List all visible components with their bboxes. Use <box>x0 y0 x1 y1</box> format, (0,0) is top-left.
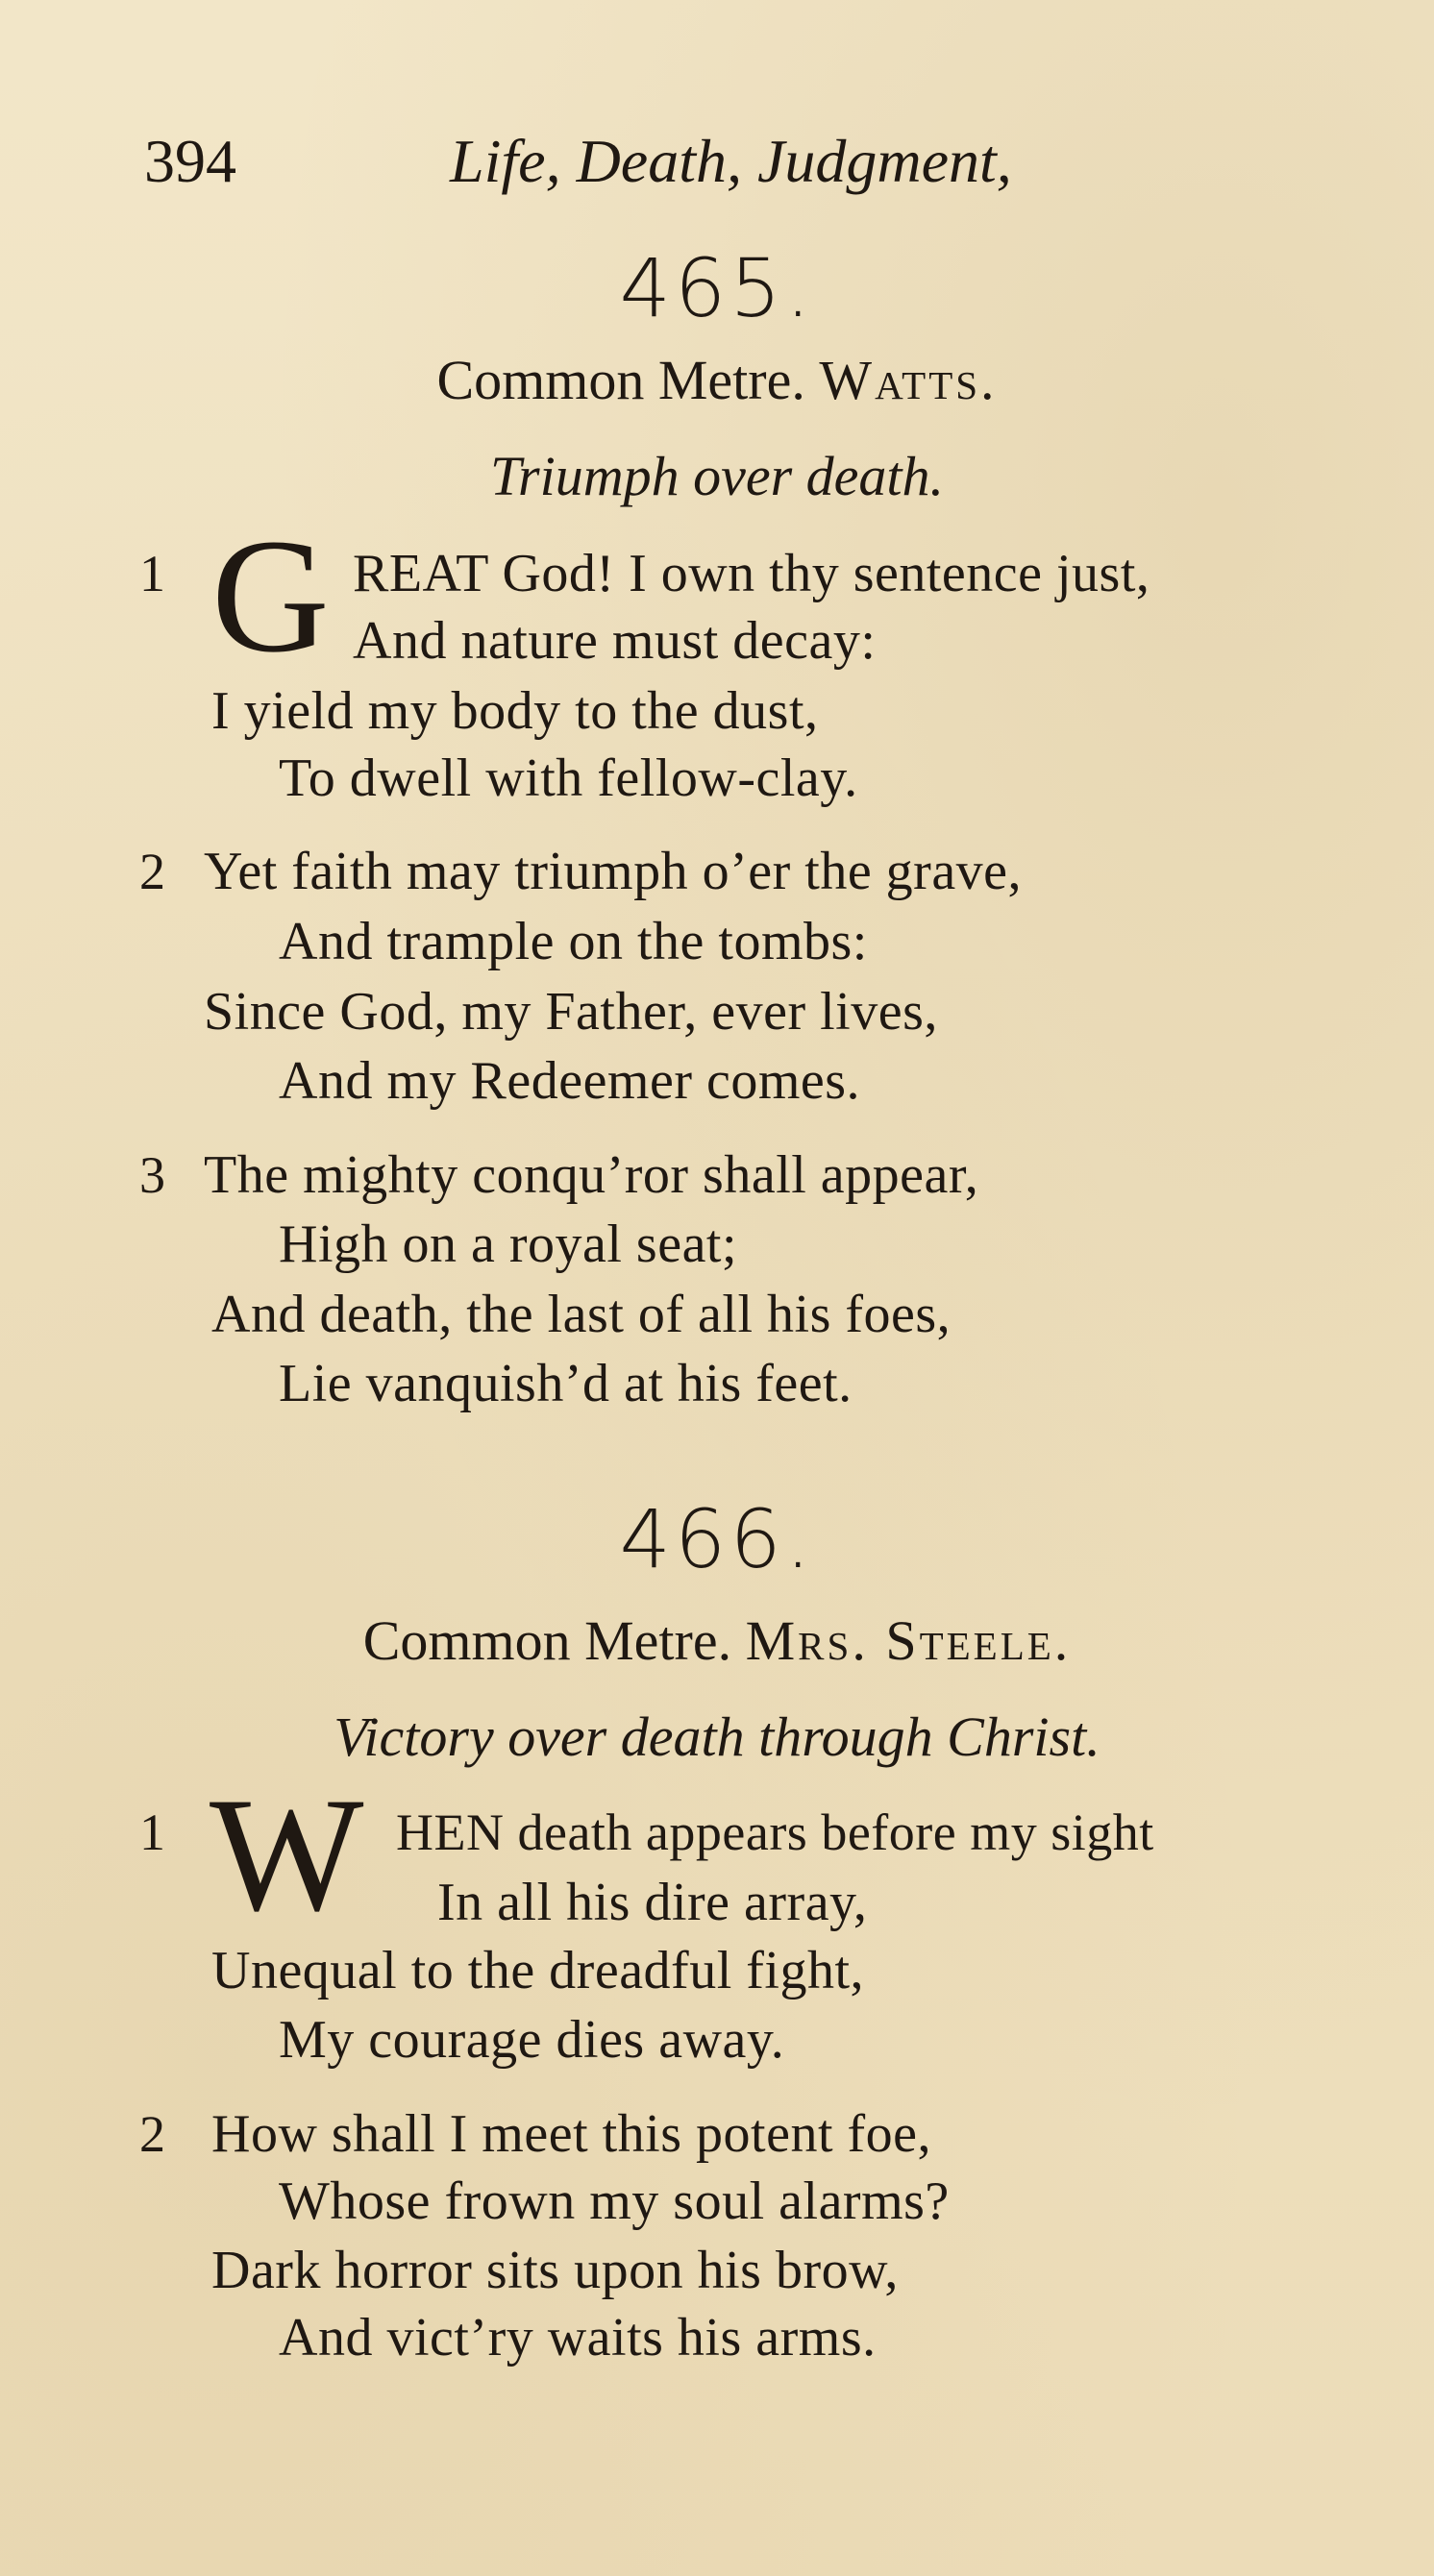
verse-line: My courage dies away. <box>279 2010 785 2070</box>
verse-line: REAT God! I own thy sentence just, <box>353 544 1150 603</box>
verse-line: And my Redeemer comes. <box>279 1051 861 1111</box>
drop-cap: W <box>210 1764 364 1945</box>
verse-line: How shall I meet this potent foe, <box>211 2104 932 2164</box>
metre: Common Metre. <box>436 349 805 411</box>
verse-line: The mighty conqu’ror shall appear, <box>204 1145 979 1205</box>
verse-line: Since God, my Father, ever lives, <box>204 982 938 1042</box>
verse-line: Dark horror sits upon his brow, <box>211 2241 899 2300</box>
verse-number: 1 <box>139 545 165 602</box>
metre-line <box>0 346 1434 415</box>
page-number: 394 <box>144 127 236 195</box>
verse-number: 2 <box>139 2105 165 2163</box>
metre: Common Metre. <box>362 1609 732 1672</box>
verse-line: HEN death appears before my sight <box>396 1803 1154 1861</box>
verse-line: In all his dire array, <box>437 1873 868 1932</box>
author: Watts. <box>819 349 998 411</box>
verse-line: I yield my body to the dust, <box>211 681 819 741</box>
verse-line: Whose frown my soul alarms? <box>279 2171 950 2231</box>
verse-line: And vict’ry waits his arms. <box>279 2308 877 2367</box>
verse-number: 3 <box>139 1146 165 1204</box>
verse-line: And death, the last of all his foes, <box>211 1285 952 1344</box>
verse-line: And nature must decay: <box>353 611 877 671</box>
hymn-subject: Triumph over death. <box>489 445 945 507</box>
verse-line: Unequal to the dreadful fight, <box>211 1941 865 2000</box>
verse-line: And trample on the tombs: <box>279 912 868 971</box>
metre-line <box>0 1607 1434 1676</box>
hymn-subject: Victory over death through Christ. <box>334 1705 1100 1768</box>
author: Mrs. Steele. <box>745 1609 1072 1672</box>
verse-line: Lie vanquish’d at his feet. <box>279 1354 853 1413</box>
hymn-number: 466. <box>619 1492 815 1586</box>
drop-cap: G <box>211 505 330 686</box>
running-title: Life, Death, Judgment, <box>450 127 1012 195</box>
verse-line: To dwell with fellow-clay. <box>279 748 858 808</box>
hymn-number: 465. <box>619 241 815 335</box>
verse-number: 2 <box>139 843 165 900</box>
verse-line: High on a royal seat; <box>279 1214 738 1274</box>
page-header <box>144 123 1201 200</box>
verse-line: Yet faith may triumph o’er the grave, <box>204 842 1023 901</box>
verse-number: 1 <box>139 1803 165 1861</box>
